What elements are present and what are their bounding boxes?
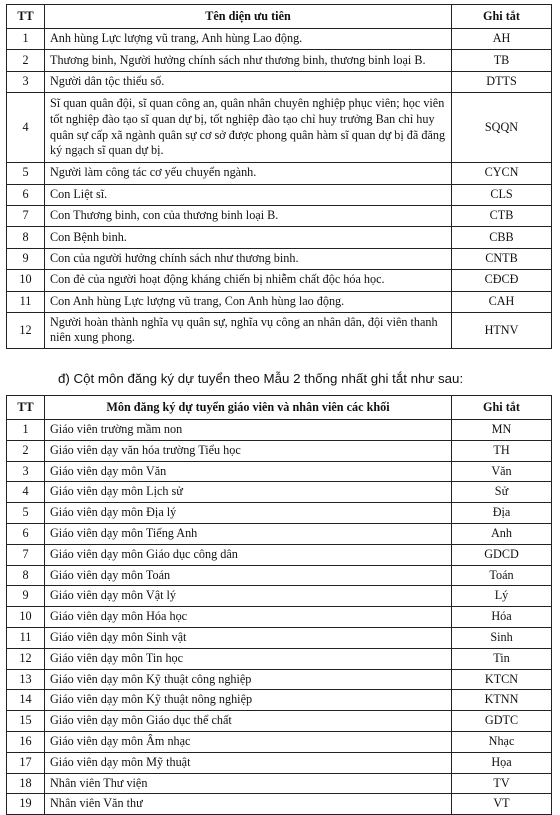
row-name: Con Liệt sĩ. <box>45 184 452 205</box>
table-row <box>7 503 552 524</box>
row-name: Giáo viên dạy môn Sinh vật <box>45 627 452 648</box>
row-code: Toán <box>452 565 552 586</box>
row-name: Giáo viên dạy văn hóa trường Tiểu học <box>45 440 452 461</box>
table-row <box>7 544 552 565</box>
row-code: Anh <box>452 523 552 544</box>
row-number: 7 <box>7 544 45 565</box>
row-code: Nhạc <box>452 731 552 752</box>
row-code: GDTC <box>452 711 552 732</box>
row-number: 16 <box>7 731 45 752</box>
row-name: Giáo viên trường mầm non <box>45 420 452 441</box>
table-row <box>7 773 552 794</box>
row-code: Sinh <box>452 627 552 648</box>
header-code: Ghi tắt <box>452 5 552 29</box>
row-number: 5 <box>7 503 45 524</box>
row-code: Địa <box>452 503 552 524</box>
table-row <box>7 711 552 732</box>
row-code: Lý <box>452 586 552 607</box>
row-number: 14 <box>7 690 45 711</box>
row-code: CYCN <box>452 163 552 184</box>
row-number: 3 <box>7 461 45 482</box>
row-code: Hóa <box>452 607 552 628</box>
row-code: CLS <box>452 184 552 205</box>
row-name: Thương binh, Người hưởng chính sách như thương binh, thương binh loại B. <box>45 50 452 71</box>
table-row <box>7 29 552 50</box>
row-name: Giáo viên dạy môn Kỹ thuật nông nghiệp <box>45 690 452 711</box>
row-name: Sĩ quan quân đội, sĩ quan công an, quân nhân chuyên nghiệp phục viên; học viên tốt nghiệp đào tạo sĩ quan dự bị, tốt nghiệp đào tạo chỉ huy trưởng Ban chỉ huy quân sự cấp xã ngành quân sự cơ sở được phong quân hàm sĩ quan dự bị đã đăng ký ngạch sĩ quan dự bị. <box>45 93 452 163</box>
table-row <box>7 461 552 482</box>
row-name: Con của người hưởng chính sách như thương binh. <box>45 248 452 269</box>
table-row <box>7 163 552 184</box>
table-row <box>7 184 552 205</box>
row-name: Giáo viên dạy môn Lịch sử <box>45 482 452 503</box>
row-number: 8 <box>7 227 45 248</box>
row-name: Giáo viên dạy môn Tiếng Anh <box>45 523 452 544</box>
row-number: 10 <box>7 607 45 628</box>
row-code: CNTB <box>452 248 552 269</box>
table-row <box>7 523 552 544</box>
row-number: 19 <box>7 794 45 815</box>
row-code: MN <box>452 420 552 441</box>
table-row <box>7 440 552 461</box>
row-number: 3 <box>7 71 45 92</box>
row-name: Con Thương binh, con của thương binh loại B. <box>45 205 452 226</box>
row-code: KTNN <box>452 690 552 711</box>
row-code: TB <box>452 50 552 71</box>
row-code: CBB <box>452 227 552 248</box>
table-row <box>7 248 552 269</box>
row-number: 11 <box>7 627 45 648</box>
subject-table <box>6 395 552 815</box>
table-row <box>7 71 552 92</box>
table-row <box>7 690 552 711</box>
row-code: Tin <box>452 648 552 669</box>
priority-table <box>6 4 552 349</box>
row-code: Họa <box>452 752 552 773</box>
row-number: 5 <box>7 163 45 184</box>
table-row <box>7 627 552 648</box>
row-number: 6 <box>7 523 45 544</box>
table-header-row <box>7 5 552 29</box>
row-code: DTTS <box>452 71 552 92</box>
table-row <box>7 205 552 226</box>
row-name: Giáo viên dạy môn Kỹ thuật công nghiệp <box>45 669 452 690</box>
header-tt: TT <box>7 5 45 29</box>
table-row <box>7 669 552 690</box>
table-row <box>7 482 552 503</box>
row-name: Con Anh hùng Lực lượng vũ trang, Con Anh hùng lao động. <box>45 291 452 312</box>
row-name: Giáo viên dạy môn Vật lý <box>45 586 452 607</box>
row-number: 1 <box>7 29 45 50</box>
row-name: Giáo viên dạy môn Địa lý <box>45 503 452 524</box>
table-row <box>7 270 552 291</box>
row-number: 2 <box>7 440 45 461</box>
table-row <box>7 731 552 752</box>
table-row <box>7 312 552 348</box>
header-code: Ghi tắt <box>452 396 552 420</box>
header-name: Tên diện ưu tiên <box>45 5 452 29</box>
row-name: Giáo viên dạy môn Tin học <box>45 648 452 669</box>
table-header-row <box>7 396 552 420</box>
row-number: 1 <box>7 420 45 441</box>
row-code: VT <box>452 794 552 815</box>
row-number: 2 <box>7 50 45 71</box>
row-code: KTCN <box>452 669 552 690</box>
row-code: Văn <box>452 461 552 482</box>
row-name: Giáo viên dạy môn Văn <box>45 461 452 482</box>
row-name: Giáo viên dạy môn Giáo dục thể chất <box>45 711 452 732</box>
row-number: 12 <box>7 648 45 669</box>
table-row <box>7 565 552 586</box>
row-number: 17 <box>7 752 45 773</box>
row-number: 4 <box>7 93 45 163</box>
table-row <box>7 291 552 312</box>
row-name: Người hoàn thành nghĩa vụ quân sự, nghĩa vụ công an nhân dân, đội viên thanh niên xung phong. <box>45 312 452 348</box>
row-name: Người dân tộc thiểu số. <box>45 71 452 92</box>
row-name: Giáo viên dạy môn Mỹ thuật <box>45 752 452 773</box>
row-name: Giáo viên dạy môn Toán <box>45 565 452 586</box>
row-name: Giáo viên dạy môn Hóa học <box>45 607 452 628</box>
row-number: 9 <box>7 248 45 269</box>
row-number: 7 <box>7 205 45 226</box>
row-number: 9 <box>7 586 45 607</box>
row-name: Nhân viên Văn thư <box>45 794 452 815</box>
row-code: CĐCĐ <box>452 270 552 291</box>
row-code: CTB <box>452 205 552 226</box>
table-row <box>7 50 552 71</box>
row-number: 4 <box>7 482 45 503</box>
row-code: TV <box>452 773 552 794</box>
row-code: GDCD <box>452 544 552 565</box>
row-number: 11 <box>7 291 45 312</box>
row-name: Giáo viên dạy môn Giáo dục công dân <box>45 544 452 565</box>
row-code: AH <box>452 29 552 50</box>
row-name: Nhân viên Thư viện <box>45 773 452 794</box>
header-tt: TT <box>7 396 45 420</box>
row-number: 15 <box>7 711 45 732</box>
table-row <box>7 420 552 441</box>
row-number: 10 <box>7 270 45 291</box>
row-number: 13 <box>7 669 45 690</box>
row-number: 12 <box>7 312 45 348</box>
row-code: Sử <box>452 482 552 503</box>
row-name: Người làm công tác cơ yếu chuyển ngành. <box>45 163 452 184</box>
row-code: TH <box>452 440 552 461</box>
row-number: 18 <box>7 773 45 794</box>
table-row <box>7 227 552 248</box>
row-code: SQQN <box>452 93 552 163</box>
section-note: đ) Cột môn đăng ký dự tuyển theo Mẫu 2 thống nhất ghi tắt như sau: <box>58 371 464 386</box>
table-row <box>7 752 552 773</box>
row-name: Con đẻ của người hoạt động kháng chiến bị nhiễm chất độc hóa học. <box>45 270 452 291</box>
header-name: Môn đăng ký dự tuyển giáo viên và nhân viên các khối <box>45 396 452 420</box>
row-code: CAH <box>452 291 552 312</box>
table-row <box>7 93 552 163</box>
row-number: 6 <box>7 184 45 205</box>
table-row <box>7 607 552 628</box>
row-name: Anh hùng Lực lượng vũ trang, Anh hùng Lao động. <box>45 29 452 50</box>
table-row <box>7 648 552 669</box>
row-code: HTNV <box>452 312 552 348</box>
row-number: 8 <box>7 565 45 586</box>
row-name: Con Bệnh binh. <box>45 227 452 248</box>
row-name: Giáo viên dạy môn Âm nhạc <box>45 731 452 752</box>
table-row <box>7 586 552 607</box>
